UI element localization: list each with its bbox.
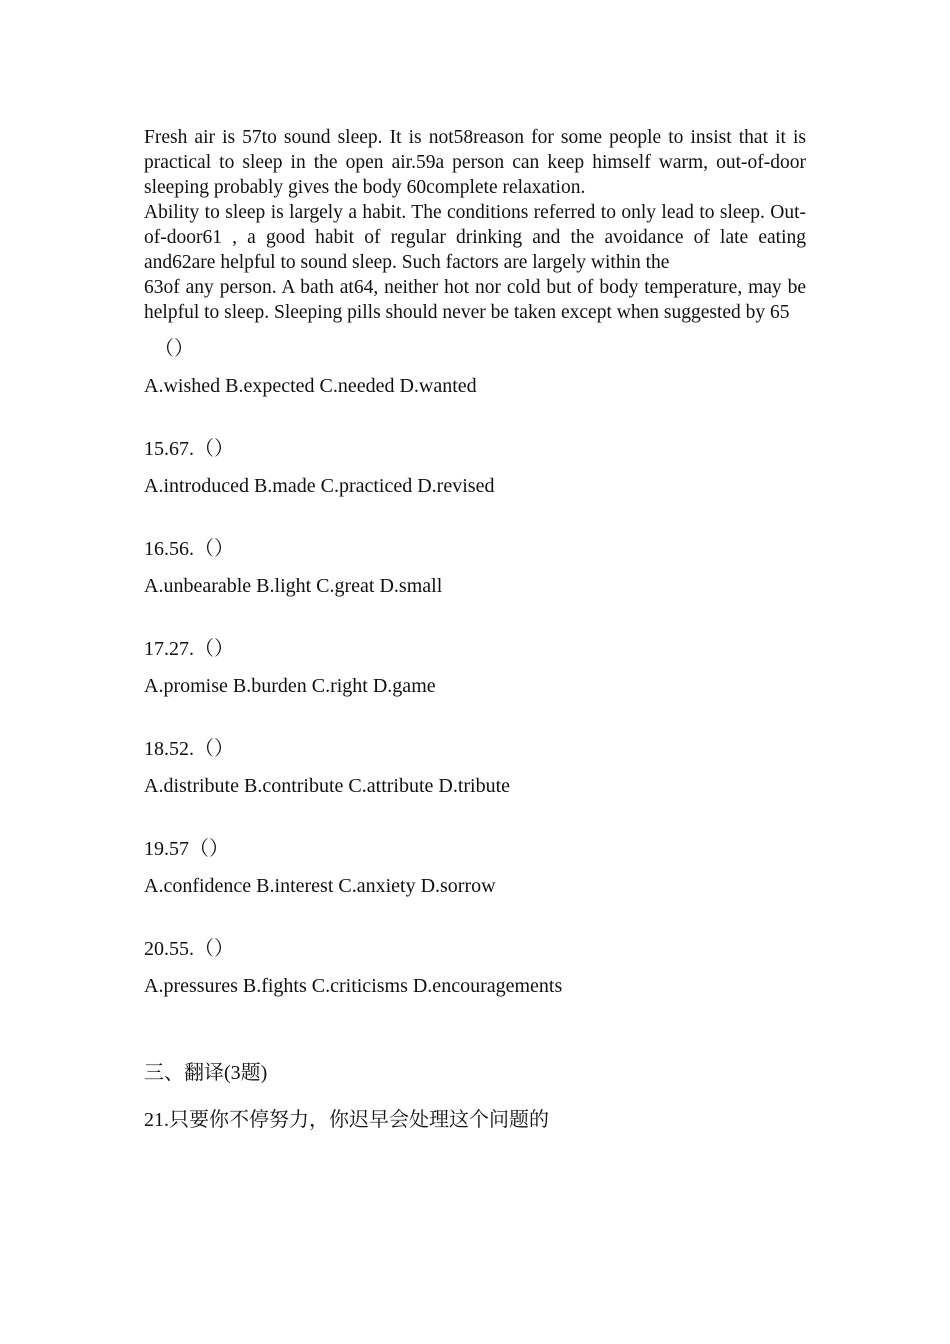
question-label: 17.27.（） xyxy=(144,638,234,660)
question-label: 15.67.（） xyxy=(144,438,234,460)
question-options: A.unbearable B.light C.great D.small xyxy=(144,575,443,597)
question-options: A.wished B.expected C.needed D.wanted xyxy=(144,375,477,397)
translation-question: 21.只要你不停努力，你迟早会处理这个问题的 xyxy=(144,1109,549,1131)
question-options: A.introduced B.made C.practiced D.revised xyxy=(144,475,495,497)
question-label: 16.56.（） xyxy=(144,538,234,560)
question-options: A.promise B.burden C.right D.game xyxy=(144,675,436,697)
passage-paragraph-2: Ability to sleep is largely a habit. The conditions referred to only lead to sleep. Out-of-door61 , a good habit of regular drinking and the avoidance of late eating and62are helpful to sound sleep. Such factors are largely within the xyxy=(144,202,806,273)
passage-paragraph-1: Fresh air is 57to sound sleep. It is not58reason for some people to insist that it is practical to sleep in the open air.59a person can keep himself warm, out-of-door sleeping probably gives the body 60complete relaxation. xyxy=(144,127,806,198)
question-blank-paren: （） xyxy=(154,338,194,360)
question-options: A.pressures B.fights C.criticisms D.encouragements xyxy=(144,975,563,997)
question-options: A.distribute B.contribute C.attribute D.tribute xyxy=(144,775,511,797)
question-options: A.confidence B.interest C.anxiety D.sorrow xyxy=(144,875,496,897)
document-content xyxy=(144,125,806,1133)
passage-paragraph-3: 63of any person. A bath at64, neither hot nor cold but of body temperature, may be helpful to sleep. Sleeping pills should never be taken except when suggested by 65 xyxy=(144,277,806,323)
section-title: 三、翻译(3题) xyxy=(144,1062,268,1084)
question-label: 20.55.（） xyxy=(144,938,234,960)
question-label: 19.57（） xyxy=(144,838,229,860)
question-label: 18.52.（） xyxy=(144,738,234,760)
